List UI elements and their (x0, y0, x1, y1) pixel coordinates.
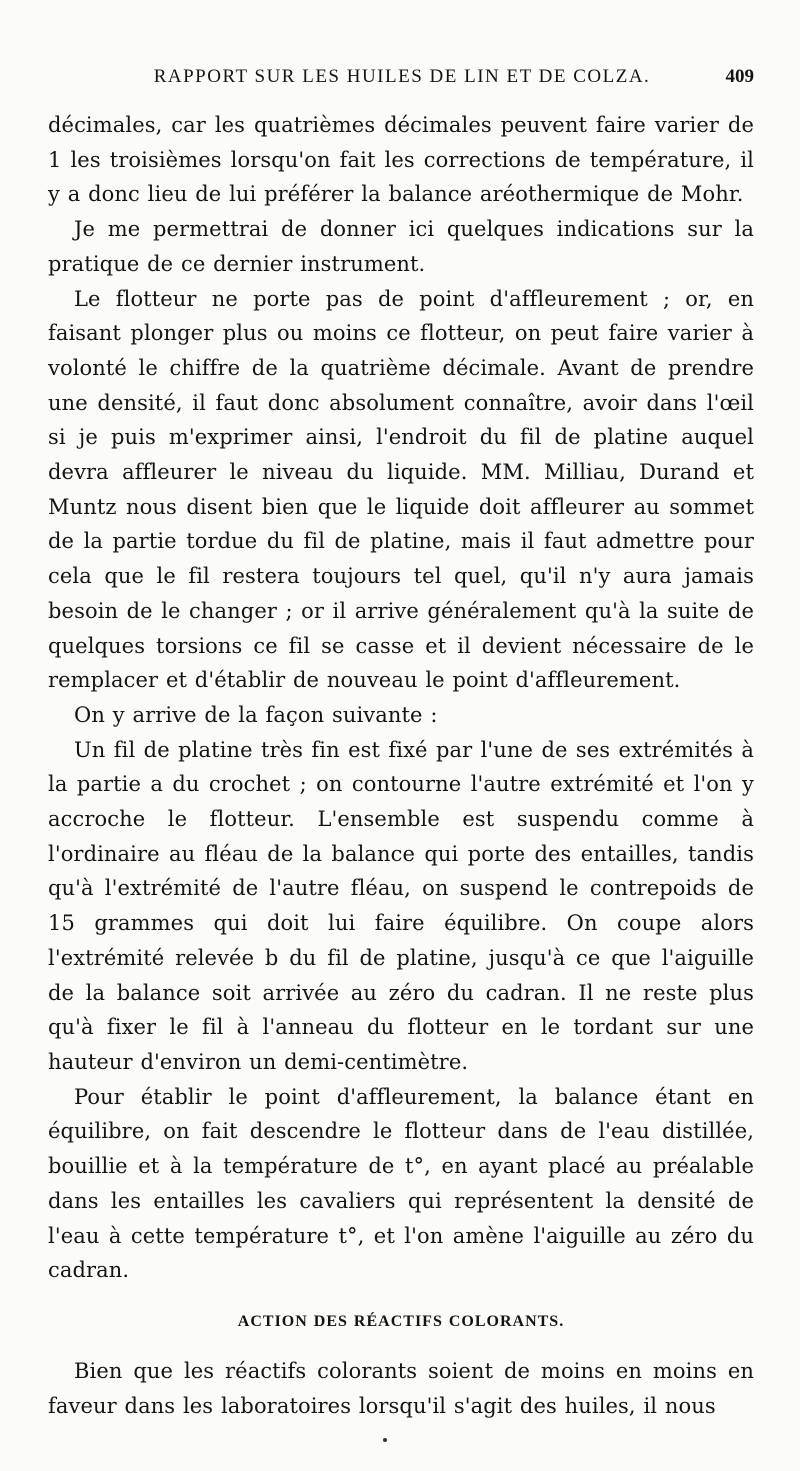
paragraph-1: décimales, car les quatrièmes décimales peuvent faire varier de 1 les troisièmes lorsqu'on fait les corrections de température, il y a donc lieu de lui préférer la balance aréothermique de Mohr. (48, 113, 754, 207)
body-text (48, 108, 754, 1423)
paragraph-7: Bien que les réactifs colorants soient de moins en moins en faveur dans les laboratoires lorsqu'il s'agit des huiles, il nous (48, 1358, 754, 1418)
paragraph-6: Pour établir le point d'affleurement, la balance étant en équilibre, on fait descendre le flotteur dans de l'eau distillée, bouillie et à la température de t°, en ayant placé au préalable dans les entailles les cavaliers qui représentent la densité de l'eau à cette température t°, et l'on amène l'aiguille au zéro du cadran. (48, 1084, 754, 1283)
paragraph-5: Un fil de platine très fin est fixé par l'une de ses extrémités à la partie a du crochet ; on contourne l'autre extrémité et l'on y accroche le flotteur. L'ensemble est suspendu comme à l'ordinaire au fléau de la balance qui porte des entailles, tandis qu'à l'extrémité de l'autre fléau, on suspend le contrepoids de 15 grammes qui doit lui faire équilibre. On coupe alors l'extrémité relevée b du fil de platine, jusqu'à ce que l'aiguille de la balance soit arrivée au zéro du cadran. Il ne reste plus qu'à fixer le fil à l'anneau du flotteur en le tordant sur une hauteur d'environ un demi-centimètre. (48, 737, 754, 1074)
page-mark-dot (383, 1438, 387, 1442)
section-title: ACTION DES RÉACTIFS COLORANTS. (237, 1312, 565, 1330)
running-title: RAPPORT SUR LES HUILES DE LIN ET DE COLZA. (153, 66, 651, 87)
paragraph-4: On y arrive de la façon suivante : (74, 702, 438, 727)
page-number: 409 (725, 66, 754, 87)
paragraph-2: Je me permettrai de donner ici quelques indications sur la pratique de ce dernier instrument. (48, 217, 754, 276)
page-header (50, 60, 754, 100)
paragraph-3: Le flotteur ne porte pas de point d'affleurement ; or, en faisant plonger plus ou moins ce flotteur, on peut faire varier à volonté le chiffre de la quatrième décimale. Avant de prendre une densité, il faut donc absolument connaître, avoir dans l'œil si je puis m'exprimer ainsi, l'endroit du fil de platine auquel devra affleurer le niveau du liquide. MM. Milliau, Durand et Muntz nous disent bien que le liquide doit affleurer au sommet de la partie tordue du fil de platine, mais il faut admettre pour cela que le fil restera toujours tel quel, qu'il n'y aura jamais besoin de le changer ; or il arrive généralement qu'à la suite de quelques torsions ce fil se casse et il devient nécessaire de le remplacer et d'établir de nouveau le point d'affleurement. (48, 286, 754, 693)
